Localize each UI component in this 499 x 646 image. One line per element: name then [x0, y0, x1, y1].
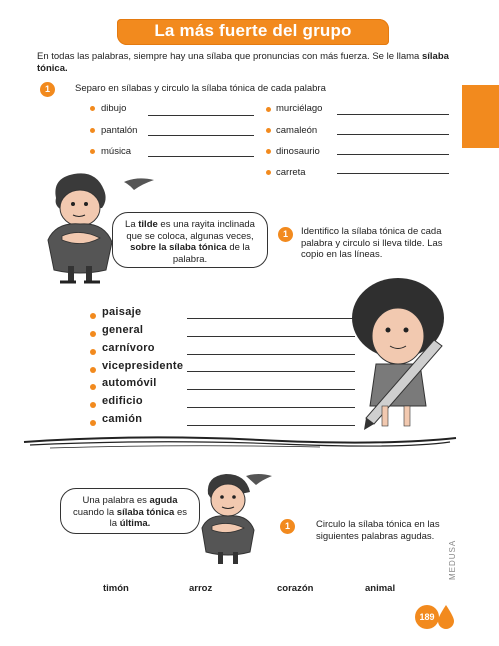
boy-character-illustration: [196, 470, 276, 570]
bullet-icon: [90, 106, 95, 111]
bullet-icon: [90, 367, 96, 373]
word-item: murciélago: [276, 103, 323, 114]
word-item: automóvil: [102, 377, 157, 389]
bullet-icon: [90, 402, 96, 408]
answer-line[interactable]: [187, 389, 355, 390]
answer-line[interactable]: [187, 336, 355, 337]
aguda-word: arroz: [189, 583, 213, 594]
answer-line[interactable]: [337, 114, 449, 115]
bubble-text: es una rayita inclinada que se coloca, algunas veces,: [126, 219, 255, 242]
divider-scribble: [20, 430, 460, 454]
activity-2-instruction: Identifico la sílaba tónica de cada palabra y circulo si lleva tilde. Las copio en las líneas.: [301, 226, 443, 260]
bubble-bold-aguda: aguda: [149, 495, 178, 506]
bullet-icon: [90, 149, 95, 154]
activity-3-instruction: Circulo la sílaba tónica en las siguientes palabras agudas.: [316, 519, 440, 542]
aguda-definition-bubble: [60, 488, 200, 534]
aguda-word: corazón: [277, 583, 314, 594]
girl-with-pencil-illustration: [346, 278, 464, 438]
answer-line[interactable]: [187, 318, 355, 319]
page-title: La más fuerte del grupo: [154, 21, 352, 40]
side-tab: [462, 85, 499, 148]
bullet-icon: [90, 313, 96, 319]
drop-icon: [438, 605, 454, 629]
answer-line[interactable]: [187, 425, 355, 426]
word-item: dibujo: [101, 103, 127, 114]
bullet-icon: [90, 384, 96, 390]
word-item: carreta: [276, 167, 306, 178]
activity-2-number: 1: [278, 227, 293, 242]
intro-text: [37, 51, 457, 74]
word-item: pantalón: [101, 125, 138, 136]
word-item: camión: [102, 413, 143, 425]
aguda-word: timón: [103, 583, 129, 594]
bubble-text: La: [125, 219, 139, 230]
bullet-icon: [90, 420, 96, 426]
answer-line[interactable]: [148, 156, 254, 157]
word-item: camaleón: [276, 125, 318, 136]
answer-line[interactable]: [148, 115, 254, 116]
brand-label: MEDUSA: [448, 539, 457, 580]
bullet-icon: [90, 128, 95, 133]
bubble-bold-ultima: última.: [119, 518, 151, 529]
bubble-text: cuando la: [72, 506, 117, 518]
bubble-text: Una palabra es: [82, 495, 150, 506]
bullet-icon: [266, 149, 271, 154]
bullet-icon: [90, 349, 96, 355]
word-item: vicepresidente: [102, 360, 184, 372]
word-item: general: [102, 324, 144, 336]
bubble-bold-sobre: sobre la sílaba tónica: [130, 242, 227, 253]
word-item: carnívoro: [102, 342, 155, 354]
answer-line[interactable]: [337, 154, 449, 155]
bubble-text: es la: [109, 506, 188, 529]
intro-text-body: En todas las palabras, siempre hay una sílaba que pronuncias con más fuerza. Se le llama: [37, 51, 422, 62]
bubble-bold-silaba: sílaba tónica: [116, 506, 175, 518]
word-item: música: [101, 146, 132, 157]
activity-1-number: 1: [40, 82, 55, 97]
answer-line[interactable]: [187, 354, 355, 355]
answer-line[interactable]: [337, 134, 449, 135]
word-item: paisaje: [102, 306, 142, 318]
bullet-icon: [266, 107, 271, 112]
bullet-icon: [266, 170, 271, 175]
bubble-text: de la palabra.: [172, 242, 250, 265]
answer-line[interactable]: [337, 173, 449, 174]
activity-1-instruction: Separo en sílabas y circulo la sílaba tónica de cada palabra: [75, 83, 326, 94]
bubble-bold-tilde: tilde: [138, 219, 158, 230]
bullet-icon: [90, 331, 96, 337]
answer-line[interactable]: [187, 371, 355, 372]
answer-line[interactable]: [148, 135, 254, 136]
aguda-word: animal: [365, 583, 396, 594]
bullet-icon: [266, 128, 271, 133]
intro-text-bold: sílaba tónica.: [37, 51, 449, 74]
word-item: edificio: [102, 395, 143, 407]
page-number: 189: [415, 605, 439, 629]
answer-line[interactable]: [187, 407, 355, 408]
activity-3-number: 1: [280, 519, 295, 534]
tilde-definition-bubble: [112, 212, 268, 268]
word-item: dinosaurio: [276, 146, 320, 157]
